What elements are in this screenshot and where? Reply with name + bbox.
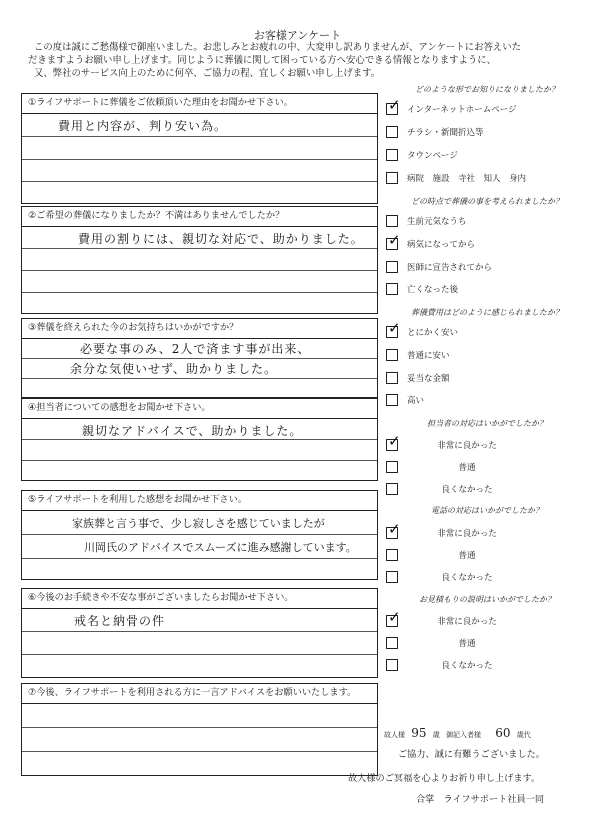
answer-line[interactable] <box>22 271 377 293</box>
checkbox[interactable] <box>386 608 401 627</box>
option-label: 非常に良かった <box>437 617 497 627</box>
answer-text: 川岡氏のアドバイスでスムーズに進み感謝しています。 <box>84 541 357 554</box>
checkbox[interactable] <box>386 394 398 406</box>
option-townpage[interactable] <box>386 149 458 161</box>
question-2-label: ②ご希望の葬儀になりましたか？不満はありませんでしたか？ <box>22 207 377 227</box>
option-after-diagnosis[interactable] <box>386 261 492 273</box>
option-staff-bad[interactable] <box>386 483 527 495</box>
option-label: とにかく安い <box>407 328 459 338</box>
option-after-death[interactable] <box>386 283 458 295</box>
option-staff-normal[interactable] <box>386 461 527 473</box>
answer-text: 親切なアドバイスで、助かりました。 <box>82 424 303 438</box>
right-question-title: 担当者の対応はいかがでしたか？ <box>427 419 547 428</box>
answer-line[interactable] <box>22 632 377 655</box>
option-label: チラシ・新聞折込等 <box>407 128 484 138</box>
answer-line[interactable] <box>22 535 377 559</box>
answer-line[interactable] <box>22 728 377 752</box>
option-expensive[interactable] <box>386 394 424 406</box>
intro-line: この度は誠にご愁傷様で御座いました。お悲しみとお疲れの中、大変申し訳ありませんが、アンケートにお答えいた <box>34 42 521 53</box>
option-reasonable[interactable] <box>386 372 450 384</box>
page-title: お客様アンケート <box>253 29 342 42</box>
deceased-age-unit: 歳 <box>432 731 440 739</box>
signoff-text: 合掌 ライフサポート社員一同 <box>416 794 545 805</box>
answer-line[interactable] <box>22 293 377 314</box>
checkbox[interactable] <box>386 549 398 561</box>
question-3-label: ③葬儀を終えられた今のお気持ちはいかがですか？ <box>22 319 377 339</box>
option-estimate-normal[interactable] <box>386 637 527 649</box>
checkbox[interactable] <box>386 149 398 161</box>
checkbox[interactable] <box>386 215 398 227</box>
answer-text: 余分な気使いせず、助かりました。 <box>70 362 278 376</box>
checkbox[interactable] <box>386 126 398 138</box>
option-while-healthy[interactable] <box>386 215 467 227</box>
question-6-section <box>21 588 378 678</box>
answer-text: 費用の割りには、親切な対応で、助かりました。 <box>78 232 364 246</box>
option-staff-very-good[interactable] <box>386 432 527 451</box>
checkmark-icon: ✓ <box>388 432 401 450</box>
option-estimate-very-good[interactable] <box>386 608 527 627</box>
answer-line[interactable] <box>22 379 377 398</box>
answer-line[interactable] <box>22 137 377 160</box>
checkmark-icon: ✓ <box>388 520 401 538</box>
right-question-title: お見積もりの説明はいかがでしたか？ <box>419 595 555 604</box>
option-label: タウンページ <box>407 151 458 161</box>
answer-line[interactable] <box>22 227 377 249</box>
checkbox[interactable] <box>386 283 398 295</box>
checkmark-icon: ✓ <box>388 608 401 626</box>
option-estimate-bad[interactable] <box>386 659 527 671</box>
question-6-label: ⑥今後のお手続きや不安な事がございましたらお聞かせ下さい。 <box>22 589 377 609</box>
answer-text: 戒名と納骨の件 <box>74 614 166 628</box>
age-line <box>384 726 531 740</box>
checkbox[interactable] <box>386 319 401 338</box>
answer-line[interactable] <box>22 559 377 580</box>
checkbox[interactable] <box>386 372 398 384</box>
option-label: 医師に宣告されてから <box>407 263 493 273</box>
checkbox[interactable] <box>386 432 401 451</box>
thanks-text: ご協力、誠に有難うございました。 <box>398 749 545 760</box>
option-cheap[interactable] <box>386 349 450 361</box>
checkmark-icon: ✓ <box>388 96 401 114</box>
attendee-age-unit: 歳代 <box>516 731 531 739</box>
answer-line[interactable] <box>22 249 377 271</box>
option-label: 非常に良かった <box>437 441 497 451</box>
answer-line[interactable] <box>22 419 377 440</box>
answer-line[interactable] <box>22 160 377 182</box>
checkbox[interactable] <box>386 659 398 671</box>
question-7-section <box>21 683 378 776</box>
right-question-title: どの時点で葬儀の事を考えられましたか？ <box>411 197 563 206</box>
checkbox[interactable] <box>386 172 398 184</box>
question-1-label: ①ライフサポートに葬儀をご依頼頂いた理由をお聞かせ下さい。 <box>22 94 377 114</box>
answer-line[interactable] <box>22 511 377 535</box>
question-2-section <box>21 206 378 314</box>
answer-text: 家族葬と言う事で、少し寂しさを感じていましたが <box>72 517 325 530</box>
deceased-age-value[interactable]: 95 <box>411 726 427 740</box>
checkbox[interactable] <box>386 520 401 539</box>
option-label: 高い <box>407 396 425 406</box>
option-phone-bad[interactable] <box>386 571 527 583</box>
option-label: 病院 施設 寺社 知人 身内 <box>407 174 527 184</box>
checkbox[interactable] <box>386 231 401 250</box>
option-phone-normal[interactable] <box>386 549 527 561</box>
checkbox[interactable] <box>386 483 398 495</box>
answer-line[interactable] <box>22 440 377 461</box>
attendee-age-label: 御記入者様 <box>445 731 481 739</box>
answer-line[interactable] <box>22 339 377 359</box>
checkbox[interactable] <box>386 461 398 473</box>
right-question-title: 葬儀費用はどのように感じられましたか？ <box>411 308 563 317</box>
question-5-section <box>21 490 378 580</box>
checkmark-icon: ✓ <box>388 231 401 249</box>
question-4-label: ④担当者についての感想をお聞かせ下さい。 <box>22 399 377 419</box>
option-label: 生前元気なうち <box>407 217 467 227</box>
checkbox[interactable] <box>386 637 398 649</box>
option-label: 良くなかった <box>441 573 493 583</box>
option-label: 普通に安い <box>407 351 450 361</box>
option-phone-very-good[interactable] <box>386 520 527 539</box>
question-5-label: ⑤ライフサポートを利用した感想をお聞かせ下さい。 <box>22 491 377 511</box>
checkbox[interactable] <box>386 571 398 583</box>
option-label: 亡くなった後 <box>407 285 459 295</box>
option-label: 普通 <box>458 551 476 561</box>
question-4-section <box>21 398 378 481</box>
intro-line: 又、弊社のサービス向上のために何卒、ご協力の程、宜しくお願い申し上げます。 <box>34 68 381 80</box>
deceased-age-label: 故人様 <box>384 731 405 739</box>
answer-line[interactable] <box>22 752 377 776</box>
answer-text: 必要な事のみ、2人で済ます事が出来、 <box>80 342 311 356</box>
option-label: インターネットホームページ <box>407 105 517 115</box>
question-3-section <box>21 318 378 398</box>
intro-paragraph <box>28 41 569 81</box>
option-label: 良くなかった <box>441 661 493 671</box>
option-internet[interactable] <box>386 96 517 115</box>
answer-line[interactable] <box>22 359 377 379</box>
option-label: 非常に良かった <box>437 529 497 539</box>
option-label: 病気になってから <box>407 240 476 250</box>
condolence-text: 故人様のご冥福を心よりお祈り申し上げます。 <box>348 773 541 784</box>
right-question-title: 電話の対応はいかがでしたか？ <box>431 506 543 515</box>
answer-line[interactable] <box>22 655 377 678</box>
checkbox[interactable] <box>386 96 401 115</box>
intro-line: だきますようお願い申し上げます。同じように葬儀に関して困っている方へ安心できる情報となりますように、 <box>28 55 497 67</box>
answer-line[interactable] <box>22 182 377 204</box>
question-7-label: ⑦今後、ライフサポートを利用される方に一言アドバイスをお願いいたします。 <box>22 684 377 704</box>
option-referral[interactable] <box>386 172 526 184</box>
answer-line[interactable] <box>22 461 377 481</box>
option-very-cheap[interactable] <box>386 319 459 338</box>
answer-line[interactable] <box>22 609 377 632</box>
right-question-title: どのような形でお知りになりましたか？ <box>415 85 559 94</box>
attendee-age-value[interactable]: 60 <box>495 726 511 740</box>
option-flyer[interactable] <box>386 126 484 138</box>
option-label: 普通 <box>458 639 476 649</box>
checkbox[interactable] <box>386 349 398 361</box>
answer-line[interactable] <box>22 704 377 728</box>
answer-text: 費用と内容が、判り安い為。 <box>58 119 228 133</box>
answer-line[interactable] <box>22 114 377 137</box>
question-1-section <box>21 93 378 204</box>
option-label: 普通 <box>458 463 476 473</box>
checkmark-icon: ✓ <box>388 319 401 337</box>
checkbox[interactable] <box>386 261 398 273</box>
option-after-illness[interactable] <box>386 231 476 250</box>
option-label: 妥当な金額 <box>407 374 450 384</box>
option-label: 良くなかった <box>441 485 493 495</box>
